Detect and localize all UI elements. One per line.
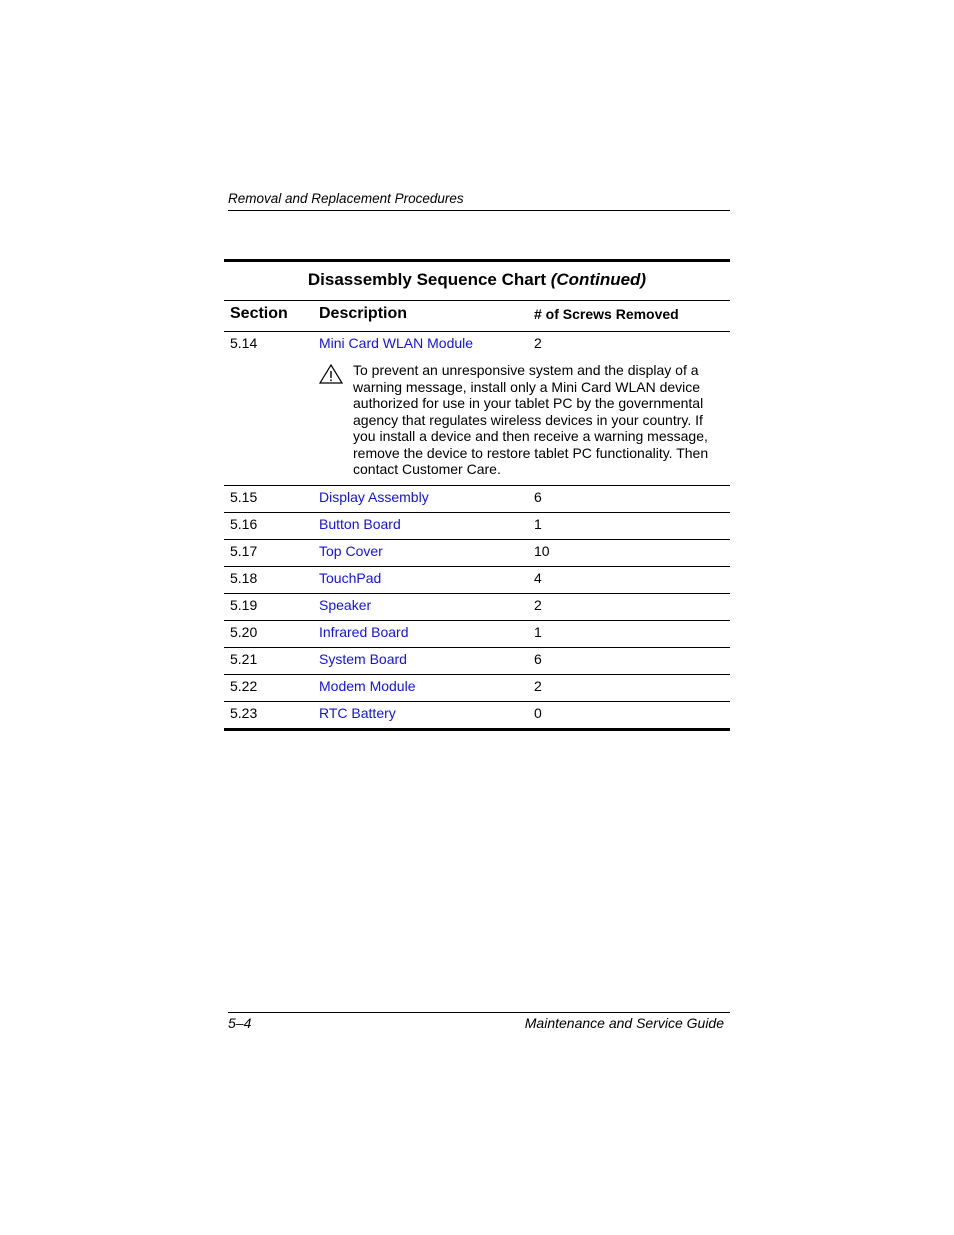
description-cell — [319, 674, 534, 701]
screws-cell: 10 — [534, 539, 730, 566]
chart-title-text: Disassembly Sequence Chart — [307, 270, 546, 289]
warning-text: To prevent an unresponsive system and the display of a warning message, install only a Mini Card WLAN device authorized for use in your tablet PC by the governmental agency that regulates wireless devices in your country. If you install a device and then receive a warning message, remove the device to restore tablet PC functionality. Then contact Customer Care. — [353, 362, 709, 477]
warning-triangle-icon — [319, 362, 353, 478]
screws-cell: 4 — [534, 566, 730, 593]
section-cell: 5.20 — [224, 620, 319, 647]
section-cell: 5.15 — [224, 485, 319, 512]
screws-cell: 2 — [534, 335, 542, 351]
description-cell — [319, 566, 534, 593]
column-header-description: Description — [319, 301, 534, 332]
running-header: Removal and Replacement Procedures — [228, 191, 730, 211]
section-link[interactable]: Display Assembly — [319, 488, 429, 505]
section-cell: 5.22 — [224, 674, 319, 701]
screws-cell: 2 — [534, 593, 730, 620]
screws-cell: 1 — [534, 512, 730, 539]
table-header-row — [224, 301, 730, 332]
description-cell — [319, 332, 730, 486]
section-link[interactable]: Infrared Board — [319, 623, 409, 640]
table-row — [224, 647, 730, 674]
section-link[interactable]: Mini Card WLAN Module — [319, 335, 474, 351]
description-cell — [319, 539, 534, 566]
disassembly-chart — [224, 259, 730, 731]
section-cell: 5.19 — [224, 593, 319, 620]
chart-title-suffix: (Continued) — [550, 270, 647, 289]
section-link[interactable]: RTC Battery — [319, 704, 396, 721]
section-link[interactable]: Modem Module — [319, 677, 416, 694]
description-cell — [319, 620, 534, 647]
table-row — [224, 593, 730, 620]
section-cell: 5.16 — [224, 512, 319, 539]
warning-note — [319, 362, 730, 485]
table-row — [224, 674, 730, 701]
section-link[interactable]: System Board — [319, 650, 407, 667]
description-cell — [319, 485, 534, 512]
section-link[interactable]: TouchPad — [319, 569, 382, 586]
sequence-table — [224, 301, 730, 731]
table-row — [224, 566, 730, 593]
section-cell: 5.17 — [224, 539, 319, 566]
screws-cell: 6 — [534, 485, 730, 512]
running-footer — [228, 1012, 730, 1031]
screws-cell: 0 — [534, 701, 730, 729]
description-cell — [319, 701, 534, 729]
section-cell: 5.23 — [224, 701, 319, 729]
screws-cell: 1 — [534, 620, 730, 647]
section-cell: 5.18 — [224, 566, 319, 593]
description-cell — [319, 512, 534, 539]
page-number: 5–4 — [228, 1015, 252, 1031]
description-cell — [319, 593, 534, 620]
table-row — [224, 620, 730, 647]
screws-cell: 6 — [534, 647, 730, 674]
table-row — [224, 332, 730, 486]
screws-cell: 2 — [534, 674, 730, 701]
guide-title: Maintenance and Service Guide — [524, 1015, 724, 1031]
column-header-section: Section — [224, 301, 319, 332]
section-cell: 5.14 — [224, 332, 319, 486]
table-row — [224, 539, 730, 566]
section-link[interactable]: Speaker — [319, 596, 372, 613]
section-link[interactable]: Button Board — [319, 515, 401, 532]
column-header-screws: # of Screws Removed — [534, 301, 730, 332]
section-cell: 5.21 — [224, 647, 319, 674]
table-row — [224, 485, 730, 512]
section-link[interactable]: Top Cover — [319, 542, 383, 559]
chart-title — [224, 259, 730, 301]
table-row — [224, 701, 730, 729]
description-cell — [319, 647, 534, 674]
table-row — [224, 512, 730, 539]
